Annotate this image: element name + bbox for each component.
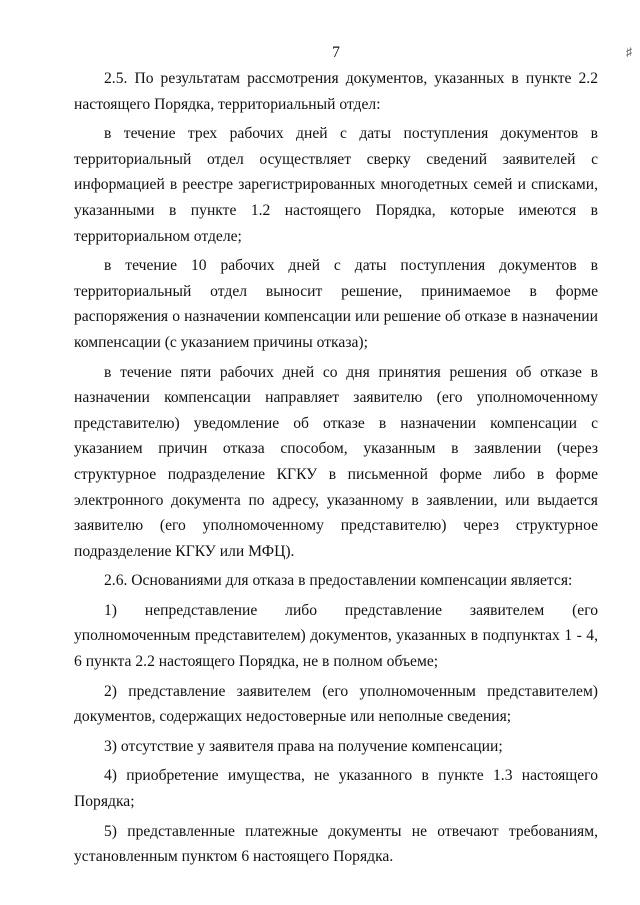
list-item-4: 4) приобретение имущества, не указанного в пункте 1.3 настоящего Порядка;	[74, 767, 598, 811]
margin-mark: ♯	[626, 45, 632, 59]
list-item-2: 2) представление заявителем (его уполномоченным представителем) документов, содержащих недостоверные или неполные сведения;	[74, 682, 598, 726]
paragraph-2-5: 2.5. По результатам рассмотрения документов, указанных в пункте 2.2 настоящего Порядка, территориальный отдел:	[74, 70, 598, 113]
list-item-1: 1) непредставление либо представление заявителем (его уполномоченным представителем) документов, указанных в подпунктах 1 - 4, 6 пункта 2.2 настоящего Порядка, не в полном объеме;	[74, 601, 598, 671]
paragraph-2-6: 2.6. Основаниями для отказа в предоставлении компенсации является:	[104, 572, 573, 590]
list-item-5: 5) представленные платежные документы не отвечают требованиям, установленным пунктом 6 настоящего Порядка.	[74, 822, 598, 866]
paragraph-decision-period: в течение 10 рабочих дней с даты поступления документов в территориальный отдел выносит решение, принимаемое в форме распоряжения о назначении компенсации или решение об отказе в назначении компенсации (с указанием причины отказа);	[74, 257, 598, 351]
paragraph-check-period: в течение трех рабочих дней с даты поступления документов в территориальный отдел осуществляет сверку сведений заявителей с информацией в реестре зарегистрированных многодетных семей и списками, указанными в пункте 1.2 настоящего Порядка, которые имеются в территориальном отделе;	[74, 125, 598, 245]
paragraph-refusal-notice: в течение пяти рабочих дней со дня принятия решения об отказе в назначении компенсации направляет заявителю (его уполномоченному представителю) уведомление об отказе в назначении компенсации с указанием причин отказа способом, указанным в заявлении (через структурное подразделение КГКУ в письменной форме либо в форме электронного документа по адресу, указанному в заявлении, или выдается заявителю (его уполномоченному представителю) через структурное подразделение КГКУ или МФЦ).	[74, 363, 598, 560]
page-number: 7	[332, 44, 340, 61]
list-item-3: 3) отсутствие у заявителя права на получение компенсации;	[104, 737, 503, 755]
